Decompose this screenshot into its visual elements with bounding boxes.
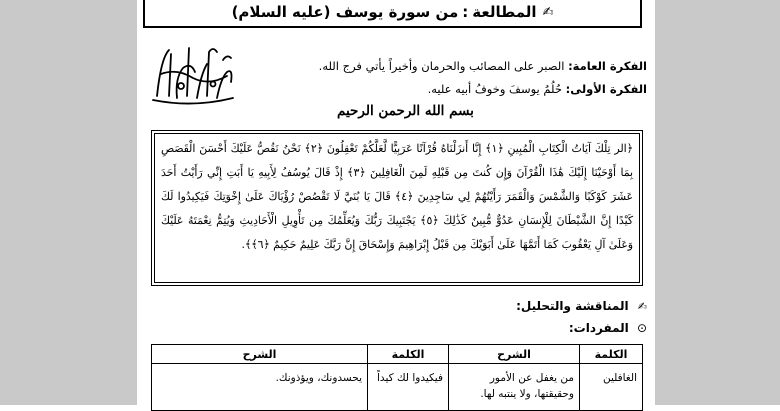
discussion-label: المناقشة والتحليل: xyxy=(516,299,629,313)
title-text: من سورة يوسف (عليه السلام) xyxy=(231,3,459,21)
general-idea-label: الفكرة العامة: xyxy=(568,59,647,73)
title-separator: : xyxy=(462,3,469,21)
quran-calligraphy-logo xyxy=(147,38,239,110)
cell-meaning-1: من يغفل عن الأمور وحقيقتها، ولا ينتبه لها. xyxy=(449,364,580,411)
left-margin xyxy=(0,0,137,405)
right-margin xyxy=(655,0,780,405)
vocab-heading xyxy=(569,321,647,335)
table-row xyxy=(152,364,643,411)
title-box xyxy=(143,0,642,28)
cell-word-2: فيكيدوا لك كيداً xyxy=(368,364,449,411)
header-meaning-2: الشرح xyxy=(152,345,368,364)
cell-meaning-2: يحسدونك، ويؤذونك. xyxy=(152,364,368,411)
verses-frame xyxy=(151,130,643,286)
basmala: بسم الله الرحمن الرحيم xyxy=(337,103,474,119)
logo-text: القرآن الكريم xyxy=(147,38,153,39)
general-idea xyxy=(319,59,647,73)
header-word-2: الكلمة xyxy=(368,345,449,364)
cell-word-1: الغافلين xyxy=(580,364,643,411)
header-word-1: الكلمة xyxy=(580,345,643,364)
pen-icon: ✍ xyxy=(637,300,647,313)
first-idea-text: حُلُمُ يوسفَ وخوفُ أبيه عليه. xyxy=(427,82,562,96)
vocab-label: المفردات: xyxy=(568,321,629,335)
pen-icon: ✍ xyxy=(542,4,554,20)
first-idea-label: الفكرة الأولى: xyxy=(565,82,647,96)
vocab-table xyxy=(151,344,643,411)
header-meaning-1: الشرح xyxy=(449,345,580,364)
first-idea xyxy=(428,82,647,96)
general-idea-text: الصبر على المصائب والحرمان وأخيراً يأتي فرج الله. xyxy=(318,59,565,73)
vocab-header-row xyxy=(152,345,643,364)
verses-text: ﴿الر تِلْكَ آيَاتُ الْكِتَابِ الْمُبِينِ ﴿١﴾ إِنَّا أَنزَلْنَاهُ قُرْآنًا عَرَبِيًّا لَّعَلَّكُمْ تَعْقِلُونَ ﴿٢﴾ نَحْنُ نَقُصُّ عَلَيْكَ أَحْسَنَ الْقَصَصِ بِمَا أَوْحَيْنَا إِلَيْكَ هَٰذَا الْقُرْآنَ وَإِن كُنتَ مِن قَبْلِهِ لَمِنَ الْغَافِلِينَ ﴿٣﴾ إِذْ قَالَ يُوسُفُ لِأَبِيهِ يَا أَبَتِ إِنِّي رَأَيْتُ أَحَدَ عَشَرَ كَوْكَبًا وَالشَّمْسَ وَالْقَمَرَ رَأَيْتُهُمْ لِي سَاجِدِينَ ﴿٤﴾ قَالَ يَا بُنَيَّ لَا تَقْصُصْ رُؤْيَاكَ عَلَىٰ إِخْوَتِكَ فَيَكِيدُوا لَكَ كَيْدًا إِنَّ الشَّيْطَانَ لِلْإِنسَانِ عَدُوٌّ مُّبِينٌ كَذَٰلِكَ ﴿٥﴾ يَجْتَبِيكَ رَبُّكَ وَيُعَلِّمُكَ مِن تَأْوِيلِ الْأَحَادِيثِ وَيُتِمُّ نِعْمَتَهُ عَلَيْكَ وَعَلَىٰ آلِ يَعْقُوبَ كَمَا أَتَمَّهَا عَلَىٰ أَبَوَيْكَ مِن قَبْلُ إِبْرَاهِيمَ وَإِسْحَاقَ إِنَّ رَبَّكَ عَلِيمٌ حَكِيمٌ ﴿٦﴾﴾. xyxy=(154,133,640,283)
document-page xyxy=(137,0,655,405)
discussion-heading xyxy=(516,299,647,313)
title-label: المطالعة xyxy=(472,3,537,21)
circled-dot-icon: ⊙ xyxy=(636,321,647,335)
